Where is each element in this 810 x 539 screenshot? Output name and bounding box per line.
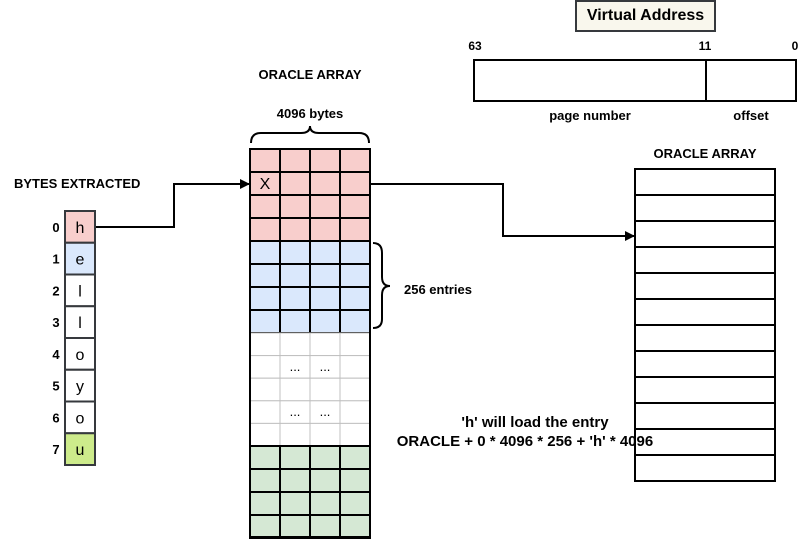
oracle-right-row xyxy=(635,325,775,351)
oracle-right-row xyxy=(635,377,775,403)
oracle-cell xyxy=(310,195,340,218)
annotation-line-2: ORACLE + 0 * 4096 * 256 + 'h' * 4096 xyxy=(396,433,654,450)
oracle-cell xyxy=(340,378,370,401)
oracle-cell xyxy=(250,356,280,379)
oracle-cell xyxy=(340,172,370,195)
oracle-cell xyxy=(280,287,310,310)
page-number-field xyxy=(474,60,706,101)
byte-char: l xyxy=(78,315,82,333)
oracle-right-row xyxy=(635,429,775,455)
oracle-cell xyxy=(340,492,370,515)
oracle-right-row xyxy=(635,195,775,221)
oracle-array-right xyxy=(635,146,775,481)
byte-char: u xyxy=(75,442,85,460)
oracle-cell xyxy=(280,423,310,446)
oracle-cell xyxy=(310,218,340,241)
oracle-cell xyxy=(310,423,340,446)
oracle-cell xyxy=(280,492,310,515)
ellipsis-2: ... xyxy=(319,359,331,374)
oracle-array-center-title: ORACLE ARRAY xyxy=(258,67,362,82)
byte-index: 6 xyxy=(52,410,60,426)
bit-label-0: 0 xyxy=(791,39,799,53)
oracle-cell xyxy=(280,264,310,287)
oracle-cell xyxy=(340,469,370,492)
oracle-cell xyxy=(250,492,280,515)
byte-cells xyxy=(52,211,95,465)
byte-char: o xyxy=(75,410,85,428)
oracle-width-label: 4096 bytes xyxy=(276,106,344,121)
oracle-cell xyxy=(310,378,340,401)
oracle-right-row xyxy=(635,247,775,273)
bytes-extracted xyxy=(14,176,140,465)
byte-index: 4 xyxy=(52,346,60,362)
entries-brace xyxy=(373,243,390,328)
byte-index: 2 xyxy=(52,283,60,299)
byte-char: h xyxy=(75,219,85,237)
byte-char: l xyxy=(78,283,82,301)
oracle-cell xyxy=(250,423,280,446)
oracle-cell xyxy=(340,333,370,356)
oracle-cell xyxy=(280,469,310,492)
oracle-cell xyxy=(340,401,370,424)
oracle-cell xyxy=(280,149,310,172)
byte-char: o xyxy=(75,346,85,364)
oracle-cell xyxy=(310,333,340,356)
oracle-cell xyxy=(340,515,370,538)
offset-field xyxy=(706,60,796,101)
oracle-array-center xyxy=(250,67,472,538)
offset-label: offset xyxy=(733,108,769,123)
oracle-cell xyxy=(340,149,370,172)
oracle-cell xyxy=(280,172,310,195)
oracle-array-right-title: ORACLE ARRAY xyxy=(653,146,757,161)
oracle-cell xyxy=(310,469,340,492)
oracle-cell xyxy=(280,241,310,264)
oracle-right-rows xyxy=(635,169,775,481)
oracle-cells xyxy=(250,149,370,538)
byte-index: 3 xyxy=(52,315,60,331)
oracle-width-brace xyxy=(251,126,369,143)
oracle-cell xyxy=(280,310,310,333)
ellipsis-3: ... xyxy=(289,404,301,419)
marked-cell-x: X xyxy=(259,176,271,193)
oracle-cell xyxy=(340,310,370,333)
ellipsis-4: ... xyxy=(319,404,331,419)
page-number-label: page number xyxy=(549,108,631,123)
oracle-cell xyxy=(310,149,340,172)
byte-index: 5 xyxy=(52,378,60,394)
oracle-cell xyxy=(340,446,370,469)
oracle-cell xyxy=(280,446,310,469)
oracle-cell xyxy=(250,446,280,469)
oracle-cell xyxy=(280,378,310,401)
oracle-cell xyxy=(250,149,280,172)
oracle-cell xyxy=(250,469,280,492)
oracle-cell xyxy=(340,218,370,241)
oracle-cell xyxy=(250,264,280,287)
bit-label-11: 11 xyxy=(698,39,712,53)
oracle-cell xyxy=(310,172,340,195)
oracle-cell xyxy=(250,310,280,333)
entries-label: 256 entries xyxy=(404,282,472,297)
oracle-cell xyxy=(250,401,280,424)
byte-index: 7 xyxy=(52,442,60,458)
oracle-cell xyxy=(310,492,340,515)
oracle-right-row xyxy=(635,351,775,377)
oracle-cell xyxy=(340,287,370,310)
oracle-cell xyxy=(310,310,340,333)
annotation-line-1: 'h' will load the entry xyxy=(461,414,609,431)
oracle-right-row xyxy=(635,221,775,247)
byte-char: y xyxy=(76,378,84,396)
byte-index: 0 xyxy=(52,219,60,235)
oracle-cell xyxy=(310,264,340,287)
arrow-oracle-to-right xyxy=(371,184,634,236)
virtual-address-title: Virtual Address xyxy=(586,7,705,24)
oracle-cell xyxy=(280,195,310,218)
oracle-cell xyxy=(340,241,370,264)
oracle-cell xyxy=(250,515,280,538)
oracle-right-row xyxy=(635,299,775,325)
oracle-cell xyxy=(280,333,310,356)
oracle-cell xyxy=(250,333,280,356)
byte-char: e xyxy=(75,251,85,269)
oracle-cell xyxy=(280,515,310,538)
oracle-cell xyxy=(250,195,280,218)
oracle-cell xyxy=(250,218,280,241)
oracle-right-row xyxy=(635,169,775,195)
oracle-cell xyxy=(250,287,280,310)
oracle-right-row xyxy=(635,455,775,481)
oracle-right-row xyxy=(635,403,775,429)
oracle-cell xyxy=(340,356,370,379)
oracle-cell xyxy=(250,241,280,264)
oracle-cell xyxy=(340,264,370,287)
oracle-cell xyxy=(310,241,340,264)
oracle-cell xyxy=(310,515,340,538)
byte-index: 1 xyxy=(52,251,60,267)
oracle-right-row xyxy=(635,273,775,299)
oracle-cell xyxy=(310,287,340,310)
virtual-address xyxy=(468,1,798,123)
ellipsis-1: ... xyxy=(289,359,301,374)
oracle-cell xyxy=(340,195,370,218)
oracle-cell xyxy=(310,446,340,469)
bytes-extracted-title: BYTES EXTRACTED xyxy=(14,176,141,191)
bit-label-63: 63 xyxy=(468,39,482,53)
oracle-cell xyxy=(340,423,370,446)
oracle-cell xyxy=(280,218,310,241)
oracle-cell xyxy=(250,378,280,401)
